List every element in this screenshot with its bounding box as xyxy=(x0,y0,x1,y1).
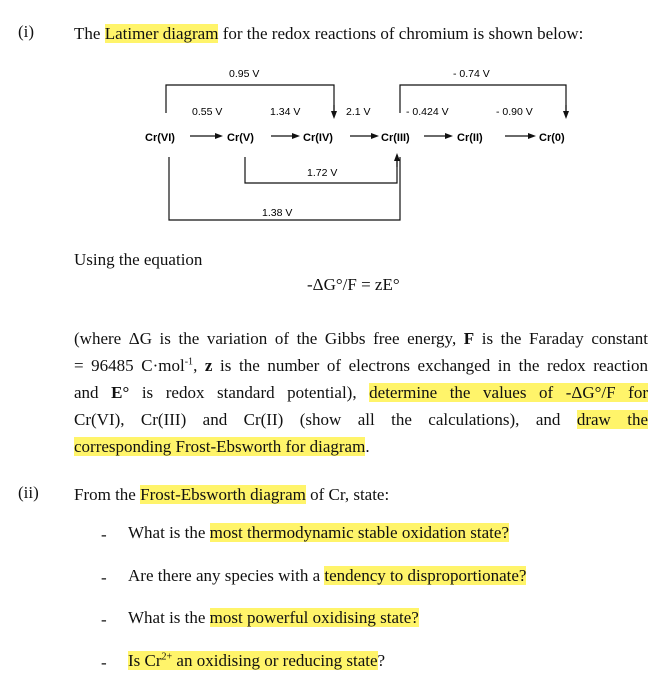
species-cr-ii: Cr(II) xyxy=(457,132,483,144)
bullet-1: - xyxy=(101,525,107,544)
potential-step-5: - 0.90 V xyxy=(496,106,533,118)
intro-highlight: Latimer diagram xyxy=(104,24,219,43)
arrowhead-4 xyxy=(445,133,453,139)
where-line-1: (where ΔG is the variation of the Gibbs free energy, F is the Faraday constant xyxy=(74,329,649,348)
arrowhead-2 xyxy=(292,133,300,139)
part-ii-marker: (ii) xyxy=(18,483,39,502)
potential-span-top-right: - 0.74 V xyxy=(453,68,490,80)
where-line-5: corresponding Frost-Ebsworth for diagram. xyxy=(74,437,370,456)
question-disproportionate: Are there any species with a tendency to disproportionate? xyxy=(128,566,527,585)
highlight-frost-diagram: Frost-Ebsworth diagram xyxy=(140,485,306,504)
latimer-diagram xyxy=(0,55,662,235)
species-cr-vi: Cr(VI) xyxy=(145,132,175,144)
bullet-2: - xyxy=(101,568,107,587)
part-i-marker: (i) xyxy=(18,22,35,41)
arrowhead-bottom-inner xyxy=(394,153,400,161)
part-ii-intro: From the Frost-Ebsworth diagram of Cr, state: xyxy=(74,485,390,504)
question-oxidising-state: What is the most powerful oxidising state? xyxy=(128,608,419,627)
where-line-4: Cr(VI), Cr(III) and Cr(II) (show all the calculations), and draw the xyxy=(74,410,648,429)
species-cr-iv: Cr(IV) xyxy=(303,132,333,144)
arrowhead-1 xyxy=(215,133,223,139)
potential-step-1: 0.55 V xyxy=(192,106,223,118)
potential-step-4: - 0.424 V xyxy=(406,106,449,118)
intro-text: The xyxy=(74,24,105,43)
equation-formula: -ΔG°/F = zE° xyxy=(307,275,400,294)
question-cr2-nature: Is $Cr^{2+}$ an oxidising or reducing state? xyxy=(128,651,386,670)
intro-text-end: for the redox reactions of chromium is shown below: xyxy=(218,24,584,43)
arrowhead-top-right xyxy=(563,111,569,119)
arrowhead-3 xyxy=(371,133,379,139)
highlight-draw: draw the xyxy=(576,410,648,429)
arrowhead-top-left xyxy=(331,111,337,119)
bullet-4: - xyxy=(101,653,107,672)
potential-step-2: 1.34 V xyxy=(270,106,301,118)
equation-lead: Using the equation xyxy=(74,250,203,269)
highlight-determine: determine the values of -ΔG°/F for xyxy=(369,383,649,402)
potential-step-3: 2.1 V xyxy=(346,106,371,118)
potential-span-bottom-outer: 1.38 V xyxy=(262,207,293,219)
question-stable-state: What is the most thermodynamic stable oxidation state? xyxy=(128,523,509,542)
species-cr-iii: Cr(III) xyxy=(381,132,410,144)
where-line-2: = 96485 C·mol$^{-1}$, z is the number of electrons exchanged in the redox reaction xyxy=(74,356,648,375)
species-cr-v: Cr(V) xyxy=(227,132,254,144)
potential-span-bottom-inner: 1.72 V xyxy=(307,167,338,179)
arrowhead-5 xyxy=(528,133,536,139)
potential-span-top-left: 0.95 V xyxy=(229,68,260,80)
bullet-3: - xyxy=(101,610,107,629)
highlight-frost: corresponding Frost-Ebsworth for diagram xyxy=(74,437,366,456)
species-cr-0: Cr(0) xyxy=(539,132,565,144)
where-line-3: and E° is redox standard potential), determine the values of -ΔG°/F for xyxy=(74,383,649,402)
where-paragraph xyxy=(74,325,648,460)
part-i-intro xyxy=(74,22,583,46)
